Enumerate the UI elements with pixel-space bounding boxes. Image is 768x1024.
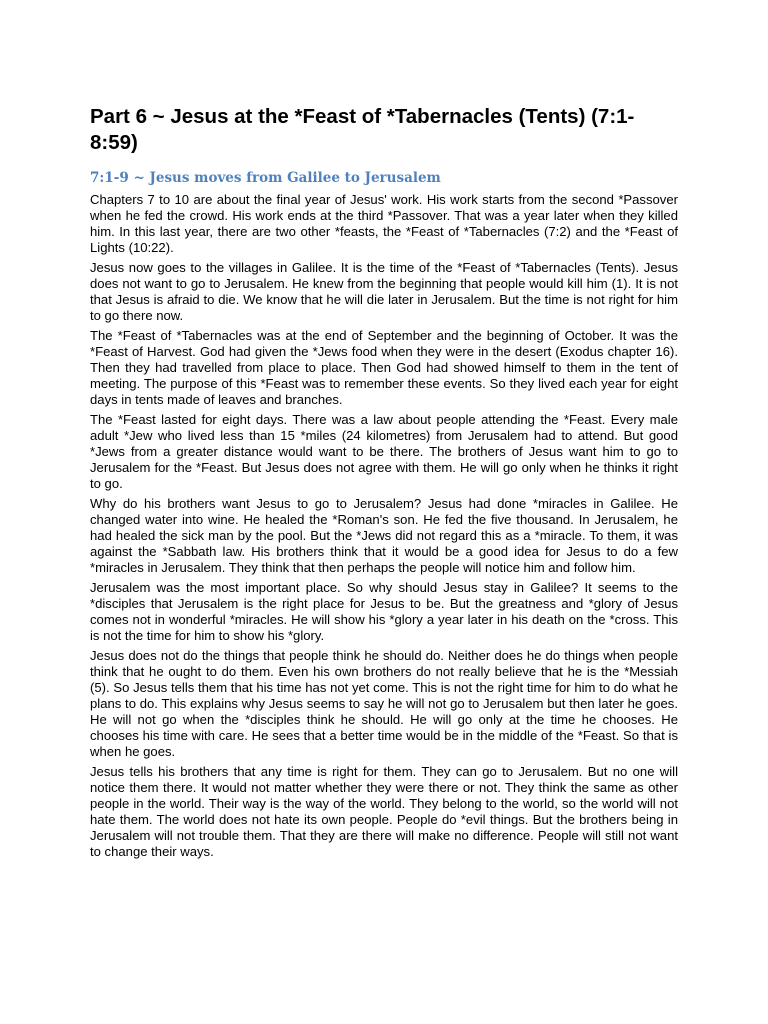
document-page: [90, 104, 678, 864]
paragraph-6: Jerusalem was the most important place. So why should Jesus stay in Galilee? It seems to the *disciples that Jerusalem is the right place for Jesus to be. But the greatness and *glory of Jesus comes not in wonderful *miracles. He will show his *glory a year later in his death on the *cross. This is not the time for him to show his *glory.: [90, 580, 678, 643]
page-title: Part 6 ~ Jesus at the *Feast of *Tabernacles (Tents) (7:1-8:59): [90, 105, 635, 154]
paragraph-4: The *Feast lasted for eight days. There was a law about people attending the *Feast. Every male adult *Jew who lived less than 15 *miles (24 kilometres) from Jerusalem had to attend. But good *Jews from a greater distance would want to be there. The brothers of Jesus want him to go to Jerusalem for the *Feast. But Jesus does not agree with them. He will go only when he thinks it right to go.: [90, 412, 678, 491]
paragraph-2: Jesus now goes to the villages in Galilee. It is the time of the *Feast of *Tabernacles (Tents). Jesus does not want to go to Jerusalem. He knew from the beginning that people would kill him (1). It is not that Jesus is afraid to die. We know that he will die later in Jerusalem. But the time is not right for him to go there now.: [90, 260, 678, 323]
paragraph-1: Chapters 7 to 10 are about the final year of Jesus' work. His work starts from the second *Passover when he fed the crowd. His work ends at the third *Passover. That was a year later when they killed him. In this last year, there are two other *feasts, the *Feast of *Tabernacles (7:2) and the *Feast of Lights (10:22).: [90, 192, 678, 255]
section-heading: 7:1-9 ~ Jesus moves from Galilee to Jerusalem: [90, 170, 441, 186]
paragraph-7: Jesus does not do the things that people think he should do. Neither does he do things when people think that he ought to do them. Even his own brothers do not really believe that he is the *Messiah (5). So Jesus tells them that his time has not yet come. This is not the right time for him to do what he plans to do. This explains why Jesus seems to say he will not go to Jerusalem but then later he goes. He will not go when the *disciples think he should. He will go only at the time he chooses. He chooses his time with care. He sees that a better time would be in the middle of the *Feast. So that is when he goes.: [90, 648, 678, 759]
paragraph-5: Why do his brothers want Jesus to go to Jerusalem? Jesus had done *miracles in Galilee. He changed water into wine. He healed the *Roman's son. He fed the five thousand. In Jerusalem, he had healed the sick man by the pool. But the *Jews did not regard this as a *miracle. To them, it was against the *Sabbath law. His brothers think that it would be a good idea for Jesus to do a few *miracles in Jerusalem. They think that then perhaps the people will notice him and follow him.: [90, 496, 678, 575]
paragraph-8: Jesus tells his brothers that any time is right for them. They can go to Jerusalem. But no one will notice them there. It would not matter whether they were there or not. They think the same as other people in the world. Their way is the way of the world. They belong to the world, so the world will not hate them. The world does not hate its own people. People do *evil things. But the brothers being in Jerusalem will not trouble them. That they are there will make no difference. People will still not want to change their ways.: [90, 764, 678, 859]
paragraph-3: The *Feast of *Tabernacles was at the end of September and the beginning of October. It was the *Feast of Harvest. God had given the *Jews food when they were in the desert (Exodus chapter 16). Then they had travelled from place to place. Then God had showed himself to them in the tent of meeting. The purpose of this *Feast was to remember these events. So they lived each year for eight days in tents made of leaves and branches.: [90, 328, 678, 407]
